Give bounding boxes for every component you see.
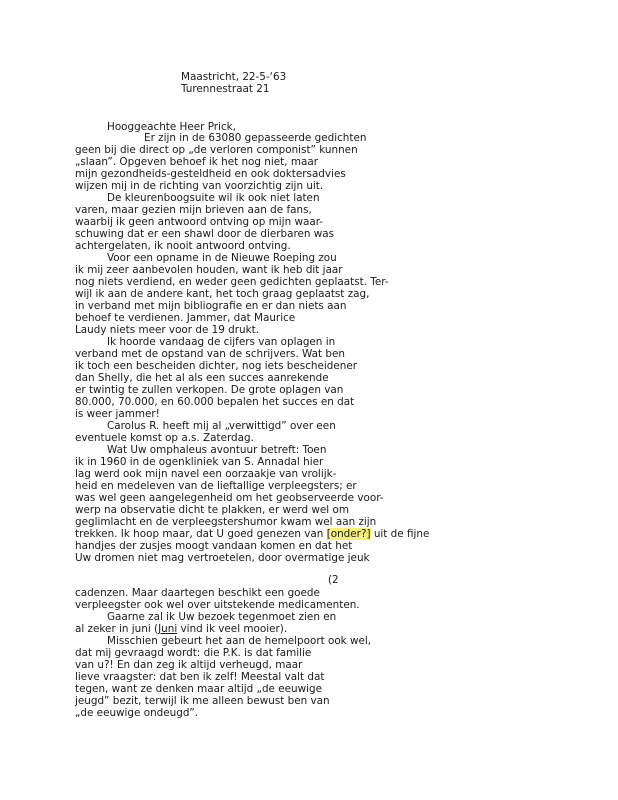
- letter-line-text: al zeker in juni (: [75, 623, 159, 635]
- page-number: (2: [328, 574, 339, 586]
- letter-line-text: trekken. Ik hoop maar, dat U goed genezen van: [75, 528, 327, 540]
- letter-line: nog niets verdiend, en weder geen gedichten geplaatst. Ter-: [75, 276, 389, 288]
- letter-line: Er zijn in de 63080 gepasseerde gedichten: [144, 132, 367, 144]
- letter-line: Uw dromen niet mag vertroetelen, door overmatige jeuk: [75, 552, 370, 564]
- letter-line: Ik hoorde vandaag de cijfers van oplagen in: [107, 336, 336, 348]
- letter-line: Wat Uw omphaleus avontuur betreft: Toen: [107, 444, 327, 456]
- letter-line: verband met de opstand van de schrijvers. Wat ben: [75, 348, 345, 360]
- letter-line: is weer jammer!: [75, 408, 160, 420]
- letter-line: mijn gezondheids-gesteldheid en ook doktersadvies: [75, 168, 346, 180]
- letter-line: ik in 1960 in de ogenkliniek van S. Annadal hier: [75, 456, 324, 468]
- letter-line: werp na observatie dicht te plakken, er werd wel om: [75, 504, 349, 516]
- letter-line: wijzen mij in de richting van voorzichtig zijn uit.: [75, 180, 324, 192]
- letter-line: varen, maar gezien mijn brieven aan de fans,: [75, 204, 312, 216]
- letter-line: er twintig te zullen verkopen. De grote oplagen van: [75, 384, 344, 396]
- letter-line: was wel geen aangelegenheid om het geobserveerde voor-: [75, 492, 384, 504]
- letter-line: wijl ik aan de andere kant, het toch graag geplaatst zag,: [75, 288, 370, 300]
- editorial-annotation: [onder?]: [326, 528, 371, 540]
- letter-line: behoef te verdienen. Jammer, dat Maurice: [75, 312, 296, 324]
- letter-line: lieve vraagster: dat ben ik zelf! Meestal valt dat: [75, 671, 325, 683]
- letter-line: achtergelaten, ik nooit antwoord ontving.: [75, 240, 291, 252]
- letter-line: verpleegster ook wel over uitstekende medicamenten.: [75, 599, 360, 611]
- underlined-word: Juni: [158, 623, 178, 635]
- letter-line: 80.000, 70.000, en 60.000 bepalen het succes en dat: [75, 396, 355, 408]
- letter-line: schuwing dat er een shawl door de dierbaren was: [75, 228, 335, 240]
- letter-line: jeugd” bezit, terwijl ik me alleen bewust ben van: [75, 695, 330, 707]
- letter-line: waarbij ik geen antwoord ontving op mijn waar-: [75, 216, 324, 228]
- letter-line: Gaarne zal ik Uw bezoek tegenmoet zien en: [107, 611, 337, 623]
- letter-line-with-annotation: [75, 528, 429, 540]
- letter-line-with-emphasis: [75, 623, 287, 635]
- letter-line: tegen, want ze denken maar altijd „de eeuwige: [75, 683, 322, 695]
- letter-line: lag werd ook mijn navel een oorzaakje van vrolijk-: [75, 468, 337, 480]
- letter-line: ik mij zeer aanbevolen houden, want ik heb dit jaar: [75, 264, 343, 276]
- letter-line: geen bij die direct op „de verloren componist” kunnen: [75, 144, 358, 156]
- letter-line: Carolus R. heeft mij al „verwittigd” over een: [107, 420, 336, 432]
- letter-line: cadenzen. Maar daartegen beschikt een goede: [75, 587, 320, 599]
- letter-line: eventuele komst op a.s. Zaterdag.: [75, 432, 254, 444]
- letter-line-text: uit de fijne: [370, 528, 430, 540]
- letter-line-text: vind ik veel mooier).: [177, 623, 288, 635]
- letter-line: van u?! En dan zeg ik altijd verheugd, maar: [75, 659, 303, 671]
- letter-line: De kleurenboogsuite wil ik ook niet laten: [107, 192, 320, 204]
- letter-address: Turennestraat 21: [181, 83, 270, 95]
- letter-place-date: Maastricht, 22-5-‘63: [181, 71, 287, 83]
- letter-line: Voor een opname in de Nieuwe Roeping zou: [107, 252, 337, 264]
- letter-line: Misschien gebeurt het aan de hemelpoort ook wel,: [107, 635, 372, 647]
- letter-salutation: Hooggeachte Heer Prick,: [107, 121, 236, 133]
- letter-line: dat mij gevraagd wordt: die P.K. is dat familie: [75, 647, 312, 659]
- letter-line: handjes der zusjes moogt vandaan komen en dat het: [75, 540, 353, 552]
- letter-line: „de eeuwige ondeugd”.: [75, 707, 199, 719]
- letter-line: heid en medeleven van de lieftallige verpleegsters; er: [75, 480, 357, 492]
- letter-line: dan Shelly, die het al als een succes aanrekende: [75, 372, 329, 384]
- letter-line: geglimlacht en de verpleegstershumor kwam wel aan zijn: [75, 516, 377, 528]
- letter-line: ik toch een bescheiden dichter, nog iets bescheidener: [75, 360, 358, 372]
- letter-line: Laudy niets meer voor de 19 drukt.: [75, 324, 260, 336]
- letter-line: „slaan”. Opgeven behoef ik het nog niet, maar: [75, 156, 318, 168]
- letter-line: in verband met mijn bibliografie en er dan niets aan: [75, 300, 347, 312]
